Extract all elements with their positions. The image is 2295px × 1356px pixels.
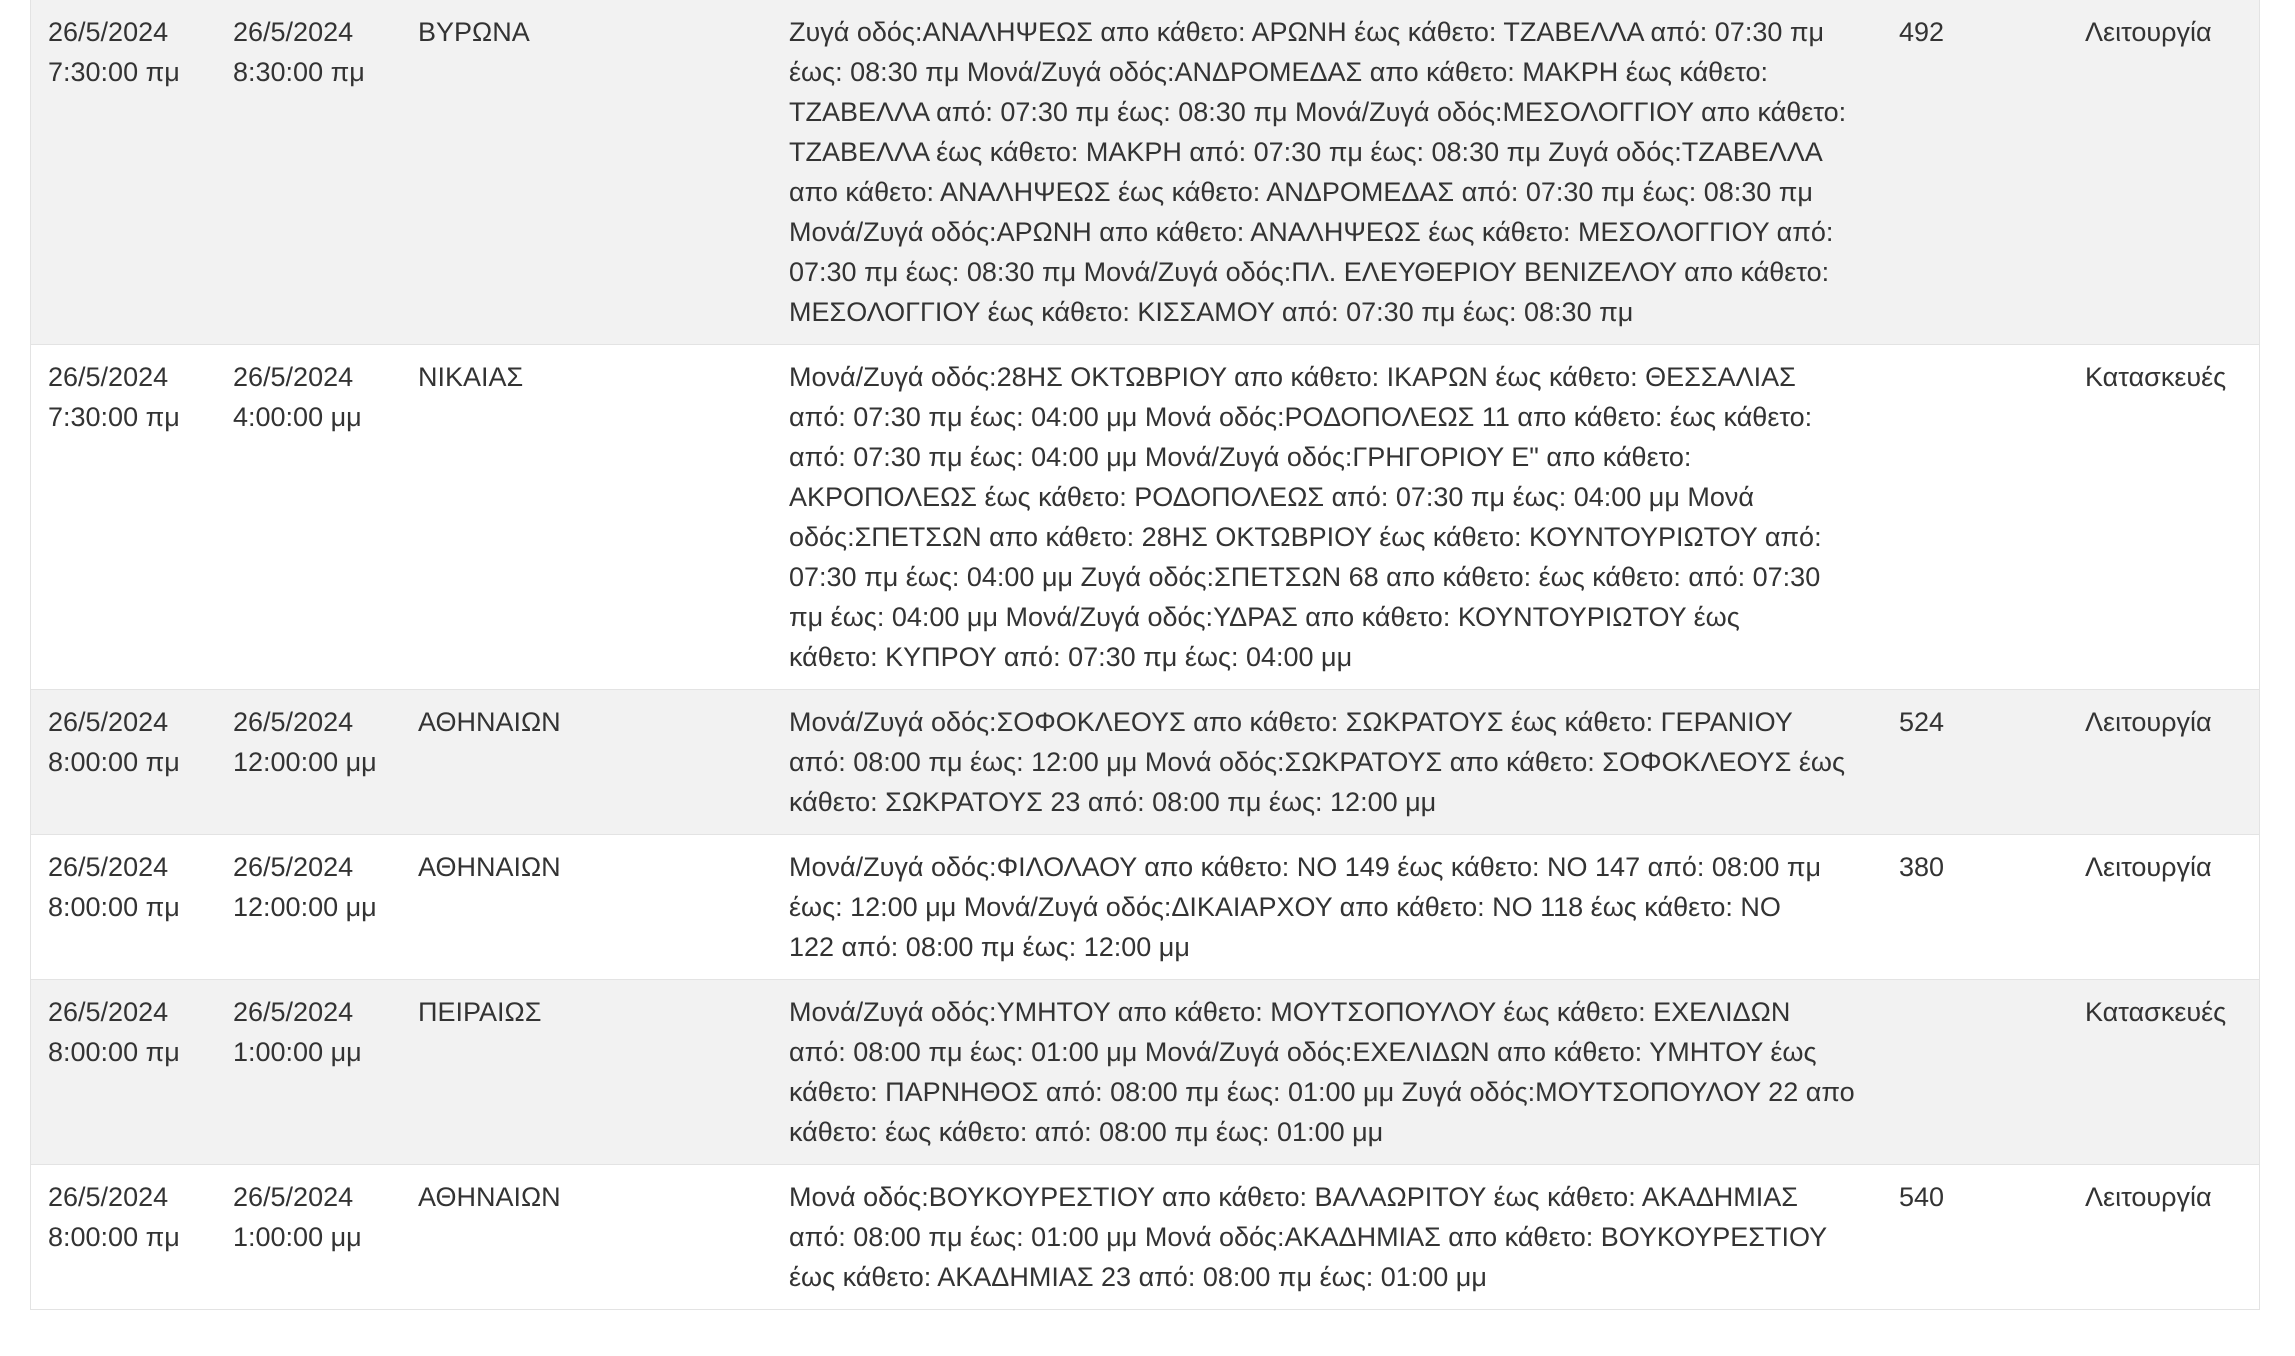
outage-type: Λειτουργία (2085, 17, 2212, 47)
start-time: 8:00:00 πμ (48, 1037, 180, 1067)
description-line: Μονά/Ζυγά οδός:ΑΡΩΝΗ απο κάθετο: ΑΝΑΛΗΨΕΩΣ έως κάθετο: ΜΕΣΟΛΟΓΓΙΟΥ από: (789, 217, 1834, 247)
description-line: Μονά/Ζυγά οδός:ΥΜΗΤΟΥ απο κάθετο: ΜΟΥΤΣΟΠΟΥΛΟΥ έως κάθετο: ΕΧΕΛΙΔΩΝ (789, 997, 1791, 1027)
description-line: πμ έως: 04:00 μμ Μονά/Ζυγά οδός:ΥΔΡΑΣ απο κάθετο: ΚΟΥΝΤΟΥΡΙΩΤΟΥ έως (789, 602, 1740, 632)
outage-number: 380 (1899, 852, 1945, 882)
type-cell (2068, 0, 2259, 345)
number-cell (1882, 0, 2068, 345)
start-date: 26/5/2024 (48, 852, 169, 882)
municipality: ΑΘΗΝΑΙΩΝ (418, 1182, 561, 1212)
start-date: 26/5/2024 (48, 362, 169, 392)
type-cell (2068, 1165, 2259, 1310)
end-cell (216, 835, 401, 980)
type-cell (2068, 835, 2259, 980)
number-cell (1882, 980, 2068, 1165)
type-cell (2068, 345, 2259, 690)
description-line: Μονά οδός:ΒΟΥΚΟΥΡΕΣΤΙΟΥ απο κάθετο: ΒΑΛΑΩΡΙΤΟΥ έως κάθετο: ΑΚΑΔΗΜΙΑΣ (789, 1182, 1798, 1212)
table-row (31, 690, 2259, 835)
description-line: Μονά/Ζυγά οδός:ΦΙΛΟΛΑΟΥ απο κάθετο: ΝΟ 149 έως κάθετο: ΝΟ 147 από: 08:00 πμ (789, 852, 1822, 882)
municipality-cell (401, 980, 772, 1165)
end-cell (216, 980, 401, 1165)
description-line: Μονά/Ζυγά οδός:ΣΟΦΟΚΛΕΟΥΣ απο κάθετο: ΣΩΚΡΑΤΟΥΣ έως κάθετο: ΓΕΡΑΝΙΟΥ (789, 707, 1793, 737)
municipality: ΠΕΙΡΑΙΩΣ (418, 997, 542, 1027)
description-cell (772, 980, 1882, 1165)
start-cell (31, 835, 216, 980)
end-time: 4:00:00 μμ (233, 402, 362, 432)
description-line: ΤΖΑΒΕΛΛΑ έως κάθετο: ΜΑΚΡΗ από: 07:30 πμ έως: 08:30 πμ Ζυγά οδός:ΤΖΑΒΕΛΛΑ (789, 137, 1823, 167)
description-cell (772, 835, 1882, 980)
municipality: ΒΥΡΩΝΑ (418, 17, 530, 47)
description-line: ΑΚΡΟΠΟΛΕΩΣ έως κάθετο: ΡΟΔΟΠΟΛΕΩΣ από: 07:30 πμ έως: 04:00 μμ Μονά (789, 482, 1755, 512)
municipality: ΑΘΗΝΑΙΩΝ (418, 852, 561, 882)
outage-schedule-table (30, 0, 2260, 1310)
municipality-cell (401, 690, 772, 835)
start-cell (31, 690, 216, 835)
end-time: 1:00:00 μμ (233, 1037, 362, 1067)
description-line: κάθετο: ΣΩΚΡΑΤΟΥΣ 23 από: 08:00 πμ έως: 12:00 μμ (789, 787, 1437, 817)
start-time: 8:00:00 πμ (48, 747, 180, 777)
start-cell (31, 0, 216, 345)
end-cell (216, 1165, 401, 1310)
start-date: 26/5/2024 (48, 997, 169, 1027)
start-time: 7:30:00 πμ (48, 402, 180, 432)
end-time: 1:00:00 μμ (233, 1222, 362, 1252)
end-date: 26/5/2024 (233, 707, 354, 737)
description-line: ΜΕΣΟΛΟΓΓΙΟΥ έως κάθετο: ΚΙΣΣΑΜΟΥ από: 07:30 πμ έως: 08:30 πμ (789, 297, 1634, 327)
outage-type: Λειτουργία (2085, 1182, 2212, 1212)
description-line: από: 08:00 πμ έως: 01:00 μμ Μονά οδός:ΑΚΑΔΗΜΙΑΣ απο κάθετο: ΒΟΥΚΟΥΡΕΣΤΙΟΥ (789, 1222, 1828, 1252)
municipality-cell (401, 1165, 772, 1310)
description-cell (772, 1165, 1882, 1310)
outage-type: Κατασκευές (2085, 362, 2227, 392)
municipality: ΑΘΗΝΑΙΩΝ (418, 707, 561, 737)
description-line: ΤΖΑΒΕΛΛΑ από: 07:30 πμ έως: 08:30 πμ Μονά/Ζυγά οδός:ΜΕΣΟΛΟΓΓΙΟΥ απο κάθετο: (789, 97, 1847, 127)
number-cell (1882, 835, 2068, 980)
municipality-cell (401, 0, 772, 345)
start-date: 26/5/2024 (48, 707, 169, 737)
description-line: 122 από: 08:00 πμ έως: 12:00 μμ (789, 932, 1190, 962)
description-cell (772, 345, 1882, 690)
description-line: έως: 12:00 μμ Μονά/Ζυγά οδός:ΔΙΚΑΙΑΡΧΟΥ απο κάθετο: ΝΟ 118 έως κάθετο: ΝΟ (789, 892, 1781, 922)
end-date: 26/5/2024 (233, 362, 354, 392)
start-cell (31, 980, 216, 1165)
description-line: κάθετο: έως κάθετο: από: 08:00 πμ έως: 01:00 μμ (789, 1117, 1384, 1147)
type-cell (2068, 980, 2259, 1165)
end-date: 26/5/2024 (233, 1182, 354, 1212)
end-cell (216, 690, 401, 835)
number-cell (1882, 690, 2068, 835)
municipality-cell (401, 835, 772, 980)
description-line: από: 08:00 πμ έως: 01:00 μμ Μονά/Ζυγά οδός:ΕΧΕΛΙΔΩΝ απο κάθετο: ΥΜΗΤΟΥ έως (789, 1037, 1817, 1067)
description-cell (772, 690, 1882, 835)
start-cell (31, 345, 216, 690)
description-line: από: 07:30 πμ έως: 04:00 μμ Μονά οδός:ΡΟΔΟΠΟΛΕΩΣ 11 απο κάθετο: έως κάθετο: (789, 402, 1813, 432)
start-cell (31, 1165, 216, 1310)
table-row (31, 345, 2259, 690)
type-cell (2068, 690, 2259, 835)
municipality-cell (401, 345, 772, 690)
outage-number: 524 (1899, 707, 1945, 737)
outage-type: Λειτουργία (2085, 852, 2212, 882)
end-cell (216, 345, 401, 690)
number-cell (1882, 345, 2068, 690)
table-row (31, 0, 2259, 345)
description-line: κάθετο: ΠΑΡΝΗΘΟΣ από: 08:00 πμ έως: 01:00 μμ Ζυγά οδός:ΜΟΥΤΣΟΠΟΥΛΟΥ 22 απο (789, 1077, 1855, 1107)
end-cell (216, 0, 401, 345)
start-time: 8:00:00 πμ (48, 1222, 180, 1252)
description-line: απο κάθετο: ΑΝΑΛΗΨΕΩΣ έως κάθετο: ΑΝΔΡΟΜΕΔΑΣ από: 07:30 πμ έως: 08:30 πμ (789, 177, 1813, 207)
table-body (31, 0, 2259, 1310)
outage-table (31, 0, 2259, 1310)
outage-number: 540 (1899, 1182, 1945, 1212)
description-line: έως κάθετο: ΑΚΑΔΗΜΙΑΣ 23 από: 08:00 πμ έως: 01:00 μμ (789, 1262, 1487, 1292)
start-date: 26/5/2024 (48, 1182, 169, 1212)
municipality: ΝΙΚΑΙΑΣ (418, 362, 524, 392)
outage-number: 492 (1899, 17, 1945, 47)
description-line: Μονά/Ζυγά οδός:28ΗΣ ΟΚΤΩΒΡΙΟΥ απο κάθετο: ΙΚΑΡΩΝ έως κάθετο: ΘΕΣΣΑΛΙΑΣ (789, 362, 1796, 392)
description-line: 07:30 πμ έως: 08:30 πμ Μονά/Ζυγά οδός:ΠΛ. ΕΛΕΥΘΕΡΙΟΥ ΒΕΝΙΖΕΛΟΥ απο κάθετο: (789, 257, 1830, 287)
end-time: 12:00:00 μμ (233, 747, 377, 777)
start-time: 7:30:00 πμ (48, 57, 180, 87)
end-date: 26/5/2024 (233, 17, 354, 47)
end-date: 26/5/2024 (233, 852, 354, 882)
description-line: 07:30 πμ έως: 04:00 μμ Ζυγά οδός:ΣΠΕΤΣΩΝ 68 απο κάθετο: έως κάθετο: από: 07:30 (789, 562, 1821, 592)
number-cell (1882, 1165, 2068, 1310)
description-line: οδός:ΣΠΕΤΣΩΝ απο κάθετο: 28ΗΣ ΟΚΤΩΒΡΙΟΥ έως κάθετο: ΚΟΥΝΤΟΥΡΙΩΤΟΥ από: (789, 522, 1822, 552)
description-line: από: 07:30 πμ έως: 04:00 μμ Μονά/Ζυγά οδός:ΓΡΗΓΟΡΙΟΥ Ε" απο κάθετο: (789, 442, 1692, 472)
table-row (31, 835, 2259, 980)
start-time: 8:00:00 πμ (48, 892, 180, 922)
description-cell (772, 0, 1882, 345)
outage-type: Κατασκευές (2085, 997, 2227, 1027)
end-date: 26/5/2024 (233, 997, 354, 1027)
end-time: 8:30:00 πμ (233, 57, 365, 87)
description-line: από: 08:00 πμ έως: 12:00 μμ Μονά οδός:ΣΩΚΡΑΤΟΥΣ απο κάθετο: ΣΟΦΟΚΛΕΟΥΣ έως (789, 747, 1846, 777)
description-line: έως: 08:30 πμ Μονά/Ζυγά οδός:ΑΝΔΡΟΜΕΔΑΣ απο κάθετο: ΜΑΚΡΗ έως κάθετο: (789, 57, 1769, 87)
description-line: κάθετο: ΚΥΠΡΟΥ από: 07:30 πμ έως: 04:00 μμ (789, 642, 1353, 672)
table-row (31, 1165, 2259, 1310)
outage-type: Λειτουργία (2085, 707, 2212, 737)
description-line: Ζυγά οδός:ΑΝΑΛΗΨΕΩΣ απο κάθετο: ΑΡΩΝΗ έως κάθετο: ΤΖΑΒΕΛΛΑ από: 07:30 πμ (789, 17, 1825, 47)
end-time: 12:00:00 μμ (233, 892, 377, 922)
start-date: 26/5/2024 (48, 17, 169, 47)
table-row (31, 980, 2259, 1165)
